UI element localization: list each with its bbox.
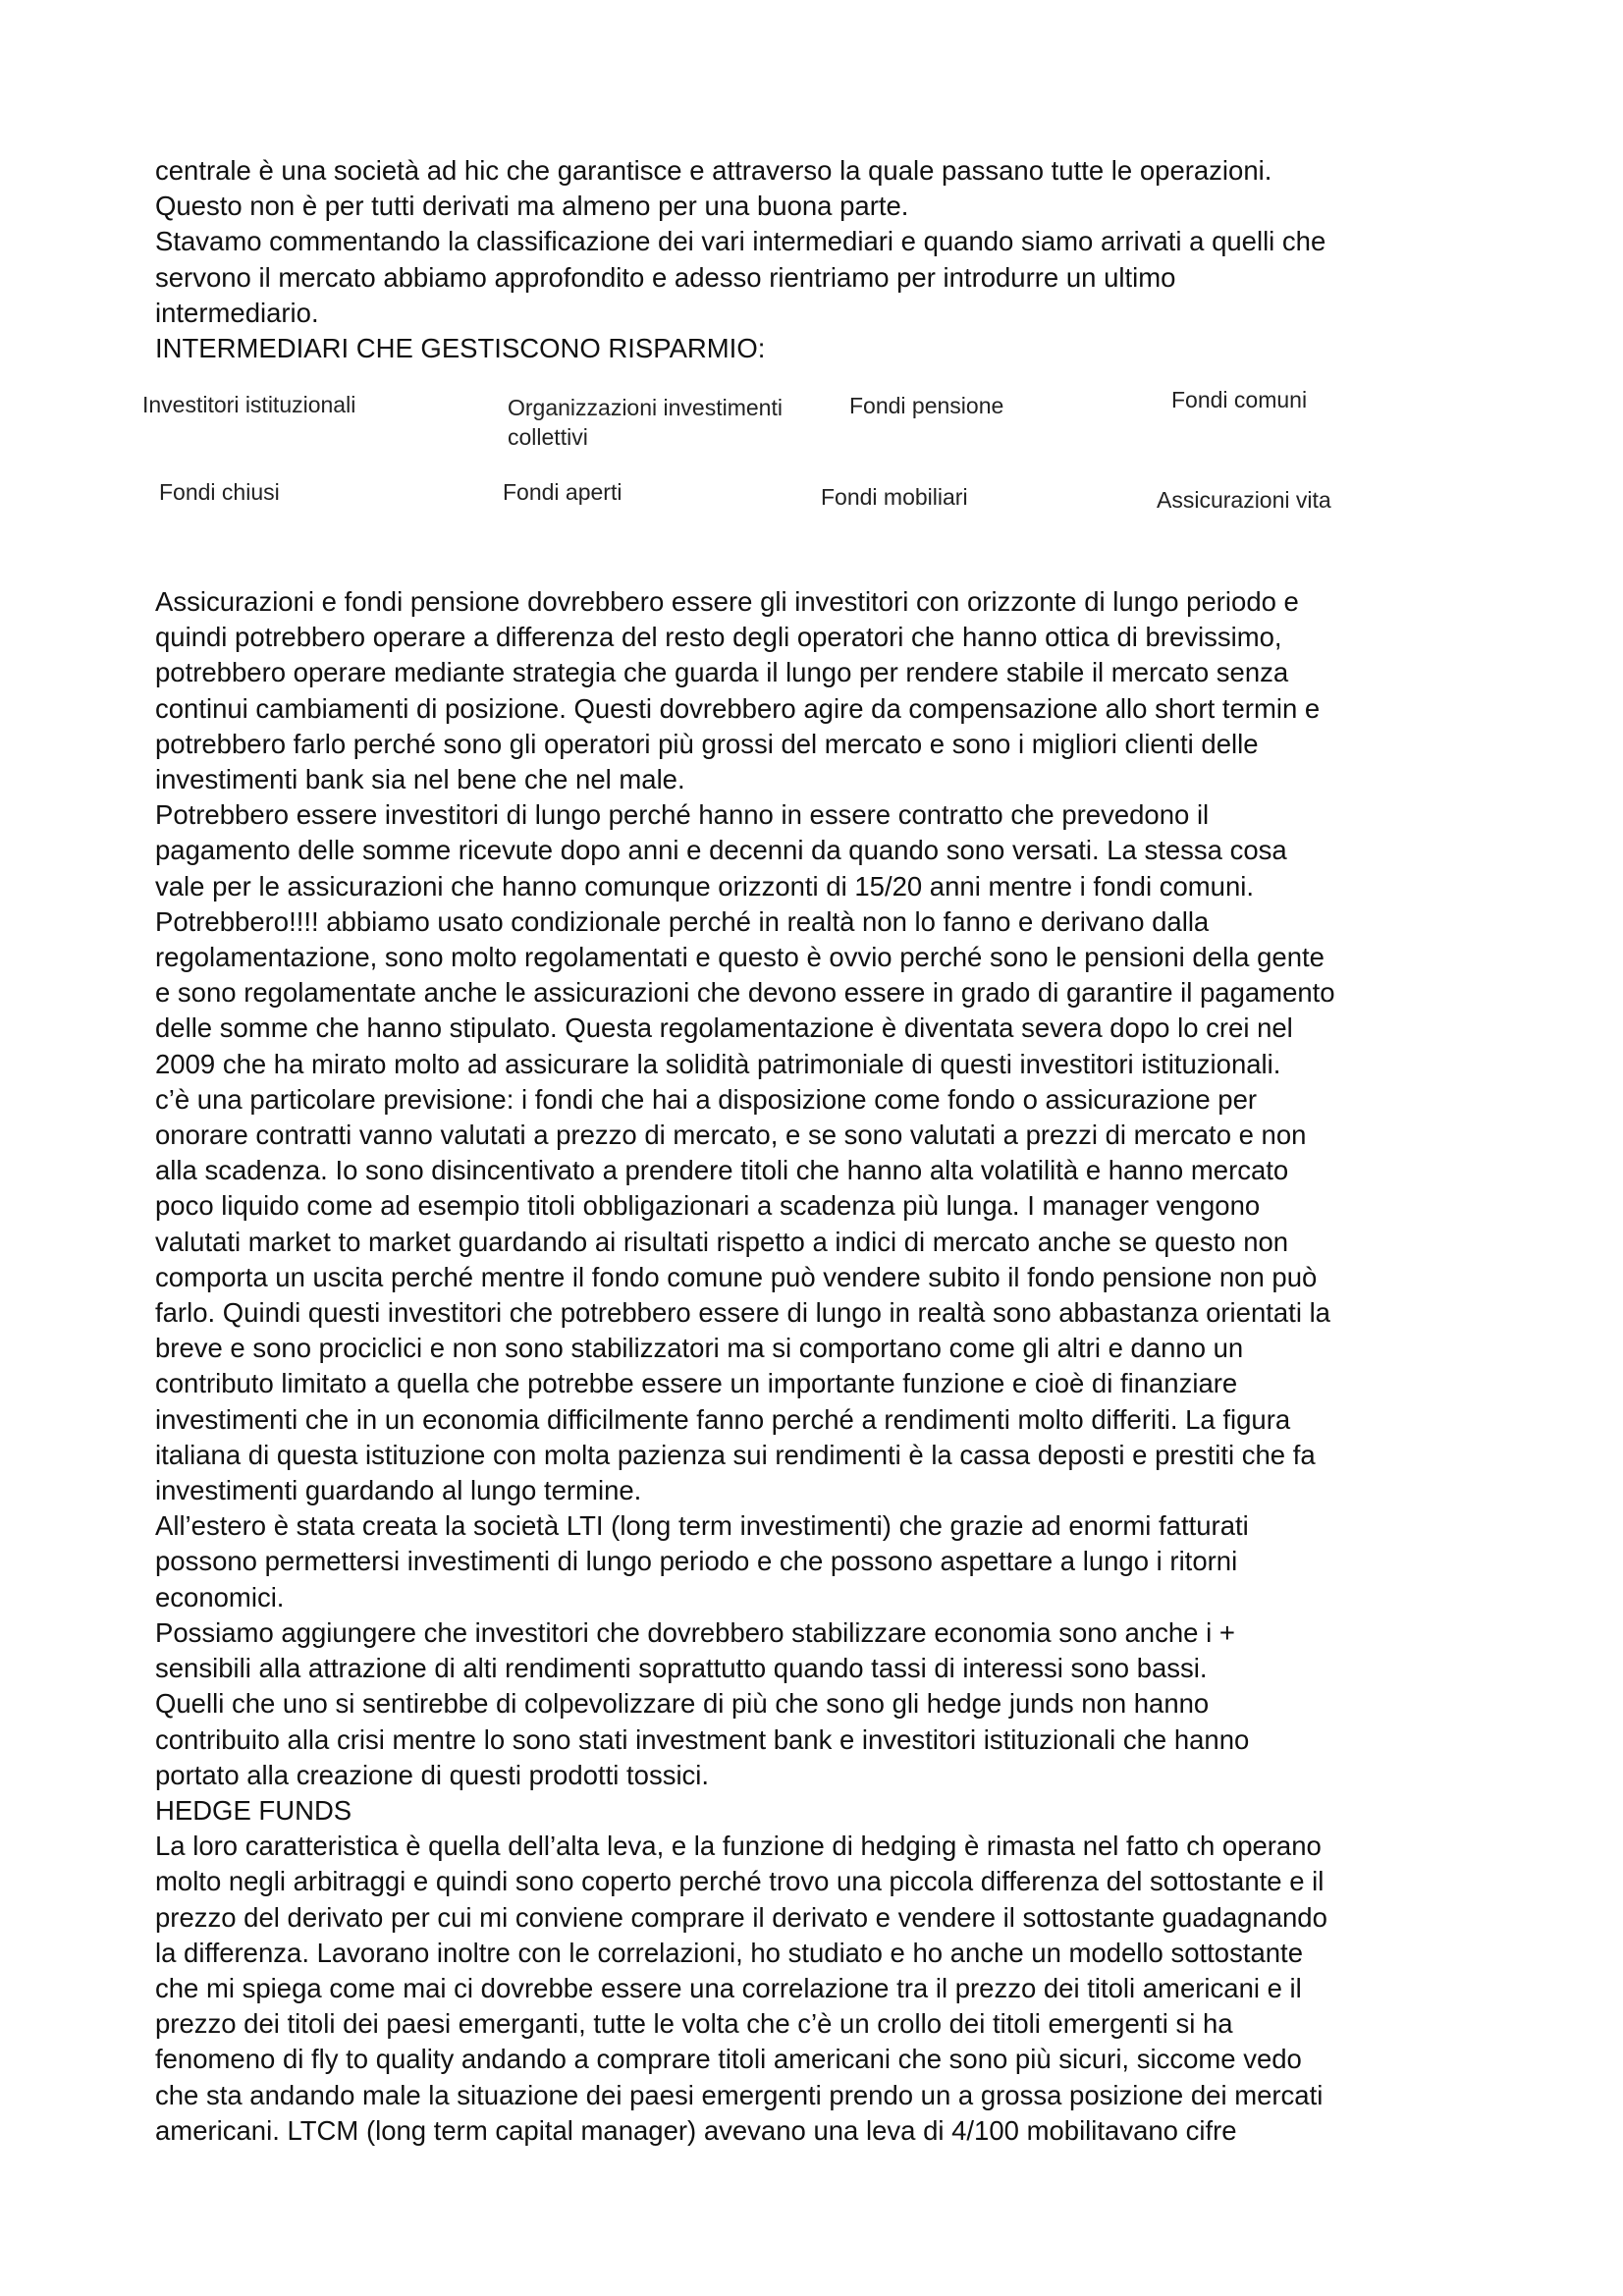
body-line: portato alla creazione di questi prodotti tossici.	[155, 1759, 710, 1790]
body-line: c’è una particolare previsione: i fondi che hai a disposizione come fondo o assicurazione per	[155, 1083, 1258, 1115]
body-line: economici.	[155, 1581, 285, 1613]
body-line: vale per le assicurazioni che hanno comunque orizzonti di 15/20 anni mentre i fondi comuni.	[155, 870, 1254, 902]
intro-line: intermediario.	[155, 297, 319, 328]
body-line: La loro caratteristica è quella dell’alta leva, e la funzione di hedging è rimasta nel fatto ch operano	[155, 1831, 1322, 1862]
body-line: fenomeno di fly to quality andando a comprare titoli americani che sono più sicuri, siccome vedo	[155, 2044, 1302, 2075]
section-heading-hedge-funds: HEDGE FUNDS	[155, 1794, 352, 1826]
body-line: che mi spiega come mai ci dovrebbe essere una correlazione tra il prezzo dei titoli americani e il	[155, 1972, 1302, 2003]
body-line: prezzo dei titoli dei paesi emerganti, tutte le volta che c’è un crollo dei titoli emergenti si ha	[155, 2008, 1233, 2040]
body-line: contributo limitato a quella che potrebbe essere un importante funzione e cioè di finanziare	[155, 1368, 1238, 1399]
label-investitori-istituzionali: Investitori istituzionali	[142, 392, 356, 417]
body-line: che sta andando male la situazione dei paesi emergenti prendo un a grossa posizione dei mercati	[155, 2079, 1324, 2110]
body-line: pagamento delle somme ricevute dopo anni e decenni da quando sono versati. La stessa cosa	[155, 835, 1287, 866]
body-line: prezzo del derivato per cui mi conviene comprare il derivato e vendere il sottostante guadagnando	[155, 1901, 1327, 1933]
body-line: alla scadenza. Io sono disincentivato a prendere titoli che hanno alta volatilità e hanno mercato	[155, 1155, 1289, 1186]
body-line: quindi potrebbero operare a differenza del resto degli operatori che hanno ottica di brevissimo,	[155, 622, 1282, 653]
body-line: comporta un uscita perché mentre il fondo comune può vendere subito il fondo pensione non può	[155, 1261, 1318, 1292]
body-line: molto negli arbitraggi e quindi sono coperto perché trovo una piccola differenza del sottostante e il	[155, 1866, 1325, 1897]
intro-line: servono il mercato abbiamo approfondito e adesso rientriamo per introdurre un ultimo	[155, 261, 1176, 293]
body-line: contribuito alla crisi mentre lo sono stati investment bank e investitori istituzionali che hanno	[155, 1723, 1250, 1755]
body-line: delle somme che hanno stipulato. Questa regolamentazione è diventata severa dopo lo crei nel	[155, 1012, 1293, 1044]
body-line: Quelli che uno si sentirebbe di colpevolizzare di più che sono gli hedge junds non hanno	[155, 1688, 1210, 1720]
body-line: farlo. Quindi questi investitori che potrebbero essere di lungo in realtà sono abbastanza orientati la	[155, 1297, 1330, 1329]
body-line: onorare contratti vanno valutati a prezzo di mercato, e se sono valutati a prezzi di mercato e non	[155, 1120, 1307, 1151]
intro-text	[155, 153, 1490, 366]
body-line: italiana di questa istituzione con molta pazienza sui rendimenti è la cassa deposti e prestiti che fa	[155, 1439, 1316, 1470]
label-fondi-comuni: Fondi comuni	[1171, 387, 1308, 412]
body-line: investimenti guardando al lungo termine.	[155, 1475, 642, 1506]
label-fondi-pensione: Fondi pensione	[849, 393, 1004, 418]
body-line: Potrebbero essere investitori di lungo perché hanno in essere contratto che prevedono il	[155, 799, 1210, 831]
body-line: breve e sono prociclici e non sono stabilizzatori ma si comportano come gli altri e danno un	[155, 1333, 1244, 1364]
body-line: Possiamo aggiungere che investitori che dovrebbero stabilizzare economia sono anche i +	[155, 1616, 1235, 1648]
label-fondi-chiusi: Fondi chiusi	[159, 479, 280, 505]
main-text	[155, 584, 1490, 2149]
body-line: possono permettersi investimenti di lungo periodo e che possono aspettare a lungo i ritorni	[155, 1546, 1238, 1577]
intro-line: Stavamo commentando la classificazione dei vari intermediari e quando siamo arrivati a quelli che	[155, 226, 1326, 257]
intro-line: centrale è una società ad hic che garantisce e attraverso la quale passano tutte le operazioni.	[155, 155, 1272, 186]
intro-line: Questo non è per tutti derivati ma almeno per una buona parte.	[155, 191, 909, 222]
body-line: investimenti che in un economia difficilmente fanno perché a rendimenti molto differiti. La figura	[155, 1403, 1291, 1435]
section-heading-intermediari: INTERMEDIARI CHE GESTISCONO RISPARMIO:	[155, 333, 766, 364]
label-organizzazioni-investimenti-collettivi: Organizzazioni investimenti collettivi	[508, 395, 783, 450]
body-line: potrebbero operare mediante strategia che guarda il lungo per rendere stabile il mercato senza	[155, 657, 1289, 688]
label-assicurazioni-vita: Assicurazioni vita	[1157, 487, 1331, 513]
body-line: potrebbero farlo perché sono gli operatori più grossi del mercato e sono i migliori clienti delle	[155, 728, 1259, 759]
body-line: la differenza. Lavorano inoltre con le correlazioni, ho studiato e ho anche un modello sottostante	[155, 1937, 1303, 1968]
body-line: sensibili alla attrazione di alti rendimenti soprattutto quando tassi di interessi sono bassi.	[155, 1653, 1208, 1684]
body-line: Assicurazioni e fondi pensione dovrebbero essere gli investitori con orizzonte di lungo periodo e	[155, 586, 1299, 617]
label-fondi-aperti: Fondi aperti	[503, 479, 622, 505]
label-fondi-mobiliari: Fondi mobiliari	[821, 484, 968, 510]
body-line: poco liquido come ad esempio titoli obbligazionari a scadenza più lunga. I manager vengono	[155, 1190, 1261, 1222]
body-line: All’estero è stata creata la società LTI (long term investimenti) che grazie ad enormi fatturati	[155, 1510, 1249, 1542]
body-line: regolamentazione, sono molto regolamentati e questo è ovvio perché sono le pensioni della gente	[155, 942, 1325, 973]
body-line: 2009 che ha mirato molto ad assicurare la solidità patrimoniale di questi investitori istituzionali.	[155, 1048, 1281, 1079]
body-line: continui cambiamenti di posizione. Questi dovrebbero agire da compensazione allo short termin e	[155, 692, 1321, 724]
body-line: Potrebbero!!!! abbiamo usato condizionale perché in realtà non lo fanno e derivano dalla	[155, 905, 1210, 937]
body-line: valutati market to market guardando ai risultati rispetto a indici di mercato anche se questo non	[155, 1226, 1289, 1257]
body-line: e sono regolamentate anche le assicurazioni che devono essere in grado di garantire il pagamento	[155, 977, 1335, 1009]
body-line: americani. LTCM (long term capital manager) avevano una leva di 4/100 mobilitavano cifre	[155, 2114, 1237, 2146]
body-line: investimenti bank sia nel bene che nel male.	[155, 764, 685, 795]
